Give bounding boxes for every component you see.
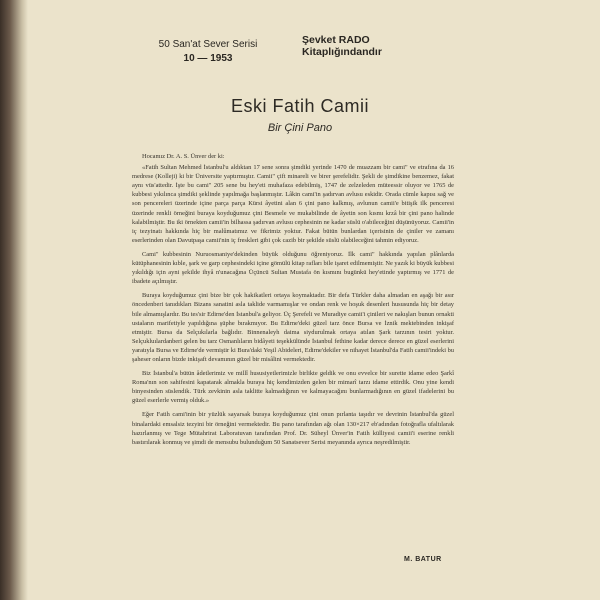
series-header: [146, 38, 270, 66]
series-number: 10 — 1953: [183, 53, 233, 64]
article-paragraph: Cami" kubbesinin Nuruosmaniye'dekinden büyük olduğunu öğreniyoruz. İlk cami" hakkında yapılan plânlarda kütüphanesinin kıble, şark ve garp cephesindeki içine gömülü kitap rafları bile işaret edilmemiştir. Ne yazık ki büyük kubbesi yıkıldığı için ayni şekilde ihyâ n'unacağına Üçüncü Sultan Mustafa ön kısmını bugünkü hey'etinde yaptırmış ve 1771 de ibadete açılmıştır.: [132, 250, 454, 286]
library-stamp: [302, 34, 412, 58]
article-paragraph: «Fatih Sultan Mehmed İstanbul'u aldıktan 17 sene sonra şimdiki yerinde 1470 de muazzam bir cami" ve etrafına da 16 medrese (Kolleji) ki bir Üniversite yaptırmıştır. Camii" çift minareli ve birer şerefelidir. Şekli de şimdikine benzemez, fakat aynı vüs'attedir. İşte bu cami" 205 sene bu hey'eti muhafaza edebilmiş, 1747 de zelzeleden müteessir oluyor ve 1765 de kubbesi yıkılınca şimdiki şeklinde yapılmağa başlanmıştır. Lâkin cami'in şadırvan avlusu eskidir. Orada cümle kapısı sağ ve son pencereleri üzerinde içine parça parça Kürsi âyetini alan 6 çini pano kalkmış, avlunun camii'e bitişik ilk penceresi üzerinde renkli örneğini buraya koyduğumuz çini Besmele ve mukabilinde de âyetin son kısmı krzâ bir çini pano halinde kalabilmiştir. Bu iki örnekten camii'in bilhassa şadırvan avlusu cephesinin ne kadar süslü o'abileceğini düşünüyoruz. Camii'in iç tezyinatı hakkında hiç bir malûmatımız ve fikrimiz yoktur. Fakat bütün bunlardan içerisinin de çiniler ve zamanı eserlerinden olan Davutpaşa camii'nin iç freskleri gibi çok cazib bir şekilde süslü olabileceğini tahmin ediyoruz.: [132, 164, 454, 244]
library-stamp-line2: Kitaplığındandır: [302, 46, 382, 58]
library-stamp-line1: Şevket RADO: [302, 34, 370, 46]
article-paragraph: Eğer Fatih cami'inin bir yüzlük sayarsak buraya koyduğumuz çini onun pırlanta taşıdır ve devrinin İstanbul'da güzel binalardaki emsalsiz tezyini bir örneğini vermektedir. Bu pano tarafından ağı olan 130×217 eb'adından fotoğrafla ufaltılarak hazırlanmış ve Tege Mütahrirat Laboratuvan tarafından Prof. Dr. Süheyl Ünver'in Fatih külliyesi camii'i eserine renkli bastırılarak konmuş ve şimdi de mensubu bulunduğum 50 Sanatsever Serisi meyanında ayrıca neşredilmiştir.: [132, 411, 454, 446]
article-paragraph: Buraya koyduğumuz çini bize bir çok hakikatleri ortaya koymaktadır. Bir defa Türkler daha almadan en aşağı bir asır öncedenberi tanıdıkları Bizans sanatini asla taklide varmamışlar ve ondan renk ve hoşuk desenleri hususunda hiç bir detay bile almamışlardır. Bu tes'sir Edirne'den İstanbul'a geliyor. Üç Şerefeli ve Muradiye camii'i çinileri ve nakışları bunun ornakti ustaların marifetiyle yapıldığına şüphe bırakmıyor. Bu Edirne'deki güzel tarz önce Bursa ve İznik mektebinden inkişaf etmiştir. Bursa da Selçukılarla bağlıdır. Binnenaleyh daima siydurulmak ortaya atılan Şark tarzının tesiri yoktur. Selçukluılardanberi gelen bu tarz Osmanlıların bidâyeti teşekkülünde İstanbul fethine kadar derece derece en güzel eserlerini yaratıyla Bursa ve Edirne'de vermiştir ki Bura'daki Yeşil Abideleri, Edirne'dekiler ve nihayet İstanbul'da Fatih camii'indeki bu şaheser onların bizde inkişaft devamının güzel bir misâlini vermektedir.: [132, 292, 454, 363]
series-title: 50 San'at Sever Serisi: [158, 39, 258, 50]
article-paragraph: Biz İstanbul'a bütün âdetlerimiz ve millî hususiyetlerimizle birlikte geldik ve onu evvelce bir surette idame edeo Şarkî Roma'nın son sahifesini kapatarak almakla buraya hiç kendimizden gelen bir mimarî tarzı idame ettirdik. Onu yine kendi binyesinden süslendik. Türk zevkinin asla taklitte kalmadığının ve kalmayacağını bunlarmadığının en güzel ifadelerini bu güzel eserlerle vermiş olduk.»: [132, 370, 454, 405]
article-body: [132, 152, 454, 447]
article-title: Eski Fatih Camii: [230, 96, 370, 116]
author-signature: M. BATUR: [404, 556, 442, 563]
article-intro: Hocamız Dr. A. S. Ünver der ki:: [142, 153, 225, 160]
article-subtitle: Bir Çini Pano: [267, 122, 333, 134]
page-binding-shadow: [0, 0, 28, 600]
